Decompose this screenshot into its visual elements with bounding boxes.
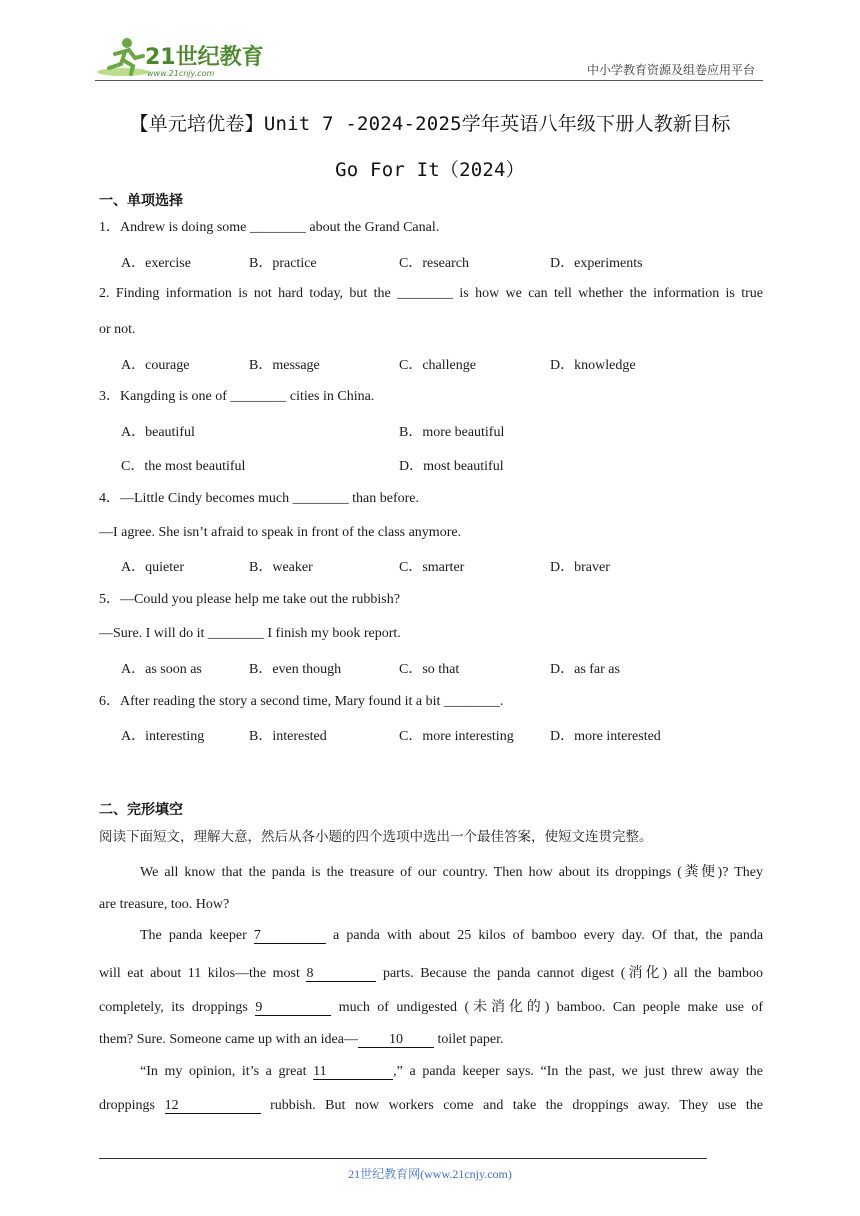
q2-option-b[interactable]: B．message	[249, 358, 320, 373]
q6-option-d[interactable]: D．more interested	[550, 729, 661, 744]
passage-text: parts. Because the panda cannot digest (消化) all the bamboo	[382, 966, 764, 981]
logo-url: www.21cnjy.com	[147, 69, 215, 78]
passage-text: a panda with about 25 kilos of bamboo every day. Of that, the panda	[333, 928, 764, 943]
q6-option-a[interactable]: A．interesting	[121, 729, 205, 744]
question-6-stem: 6．After reading the story a second time, Mary found it a bit ________.	[99, 694, 504, 709]
passage-para2-line4	[99, 1030, 504, 1050]
page-title-line1: 【单元培优卷】Unit 7 -2024-2025学年英语八年级下册人教新目标	[129, 113, 731, 135]
passage-text: much of undigested (未消化的) bamboo. Can people make use of	[338, 1000, 764, 1015]
header-divider	[95, 80, 763, 81]
logo-text: 21世纪教育	[145, 45, 264, 70]
q5-option-c[interactable]: C．so that	[399, 662, 460, 677]
cloze-blank-8[interactable]: 8	[306, 966, 376, 982]
passage-para3-line2	[99, 1098, 763, 1114]
cloze-blank-11[interactable]: 11	[313, 1064, 393, 1080]
q4-option-d[interactable]: D．braver	[550, 560, 610, 575]
q5-option-a[interactable]: A．as soon as	[121, 662, 202, 677]
q3-option-d[interactable]: D．most beautiful	[399, 459, 504, 474]
q1-option-d[interactable]: D．experiments	[550, 256, 643, 271]
q6-option-c[interactable]: C．more interesting	[399, 729, 514, 744]
passage-text: “In my opinion, it’s a great	[140, 1064, 307, 1079]
cloze-instruction: 阅读下面短文，理解大意，然后从各小题的四个选项中选出一个最佳答案，使短文连贯完整。	[99, 829, 653, 845]
passage-text: ,” a panda keeper says. “In the past, we just threw away the	[393, 1064, 764, 1079]
question-1-stem: 1．Andrew is doing some ________ about the Grand Canal.	[99, 220, 440, 235]
passage-para2-line3	[99, 996, 763, 1016]
cloze-blank-7[interactable]: 7	[254, 928, 326, 944]
question-2-stem-line1: 2. Finding information is not hard today, but the ________ is how we can tell whether the information is true	[99, 286, 763, 301]
site-logo	[95, 34, 265, 80]
question-5-stem-line1: 5．—Could you please help me take out the rubbish?	[99, 592, 400, 607]
q3-option-c[interactable]: C．the most beautiful	[121, 459, 246, 474]
passage-para3-line1	[140, 1064, 763, 1080]
passage-para1-line1: We all know that the panda is the treasure of our country. Then how about its droppings (粪便)? They	[140, 865, 763, 880]
cloze-blank-10[interactable]: 10	[358, 1032, 434, 1048]
q1-option-b[interactable]: B．practice	[249, 256, 317, 271]
question-3-stem: 3．Kangding is one of ________ cities in China.	[99, 389, 375, 404]
q5-option-b[interactable]: B．even though	[249, 662, 342, 677]
question-5-stem-line2: —Sure. I will do it ________ I finish my book report.	[99, 626, 401, 641]
q1-option-c[interactable]: C．research	[399, 256, 469, 271]
question-4-stem-line1: 4．—Little Cindy becomes much ________ than before.	[99, 491, 419, 506]
question-2-stem-line2: or not.	[99, 322, 136, 337]
q4-option-b[interactable]: B．weaker	[249, 560, 313, 575]
question-4-stem-line2: —I agree. She isn’t afraid to speak in front of the class anymore.	[99, 525, 462, 540]
section-heading-cloze: 二、完形填空	[99, 802, 183, 818]
q2-option-d[interactable]: D．knowledge	[550, 358, 636, 373]
passage-para1-line2: are treasure, too. How?	[99, 897, 230, 912]
section-heading-single-choice: 一、单项选择	[99, 193, 183, 209]
q6-option-b[interactable]: B．interested	[249, 729, 327, 744]
q2-option-c[interactable]: C．challenge	[399, 358, 476, 373]
q4-option-c[interactable]: C．smarter	[399, 560, 465, 575]
passage-para2-line2	[99, 962, 763, 982]
q5-option-d[interactable]: D．as far as	[550, 662, 620, 677]
q3-option-a[interactable]: A．beautiful	[121, 425, 195, 440]
runner-icon	[95, 34, 265, 80]
footer-divider	[99, 1158, 707, 1159]
passage-text: droppings	[99, 1098, 155, 1113]
passage-text: rubbish. But now workers come and take the droppings away. They use the	[270, 1098, 764, 1113]
q4-option-a[interactable]: A．quieter	[121, 560, 184, 575]
passage-text: them? Sure. Someone came up with an idea—	[99, 1032, 358, 1047]
page-title-line2: Go For It（2024）	[335, 159, 525, 181]
q2-option-a[interactable]: A．courage	[121, 358, 190, 373]
cloze-blank-9[interactable]: 9	[255, 1000, 331, 1016]
passage-text: will eat about 11 kilos—the most	[99, 966, 300, 981]
q3-option-b[interactable]: B．more beautiful	[399, 425, 505, 440]
q1-option-a[interactable]: A．exercise	[121, 256, 191, 271]
cloze-blank-12[interactable]: 12	[165, 1098, 261, 1114]
passage-text: The panda keeper	[140, 928, 247, 943]
passage-para2-line1	[140, 928, 763, 944]
footer-link[interactable]: 21世纪教育网(www.21cnjy.com)	[348, 1167, 512, 1181]
passage-text: toilet paper.	[437, 1032, 504, 1047]
passage-text: completely, its droppings	[99, 1000, 248, 1015]
platform-name: 中小学教育资源及组卷应用平台	[586, 63, 755, 77]
